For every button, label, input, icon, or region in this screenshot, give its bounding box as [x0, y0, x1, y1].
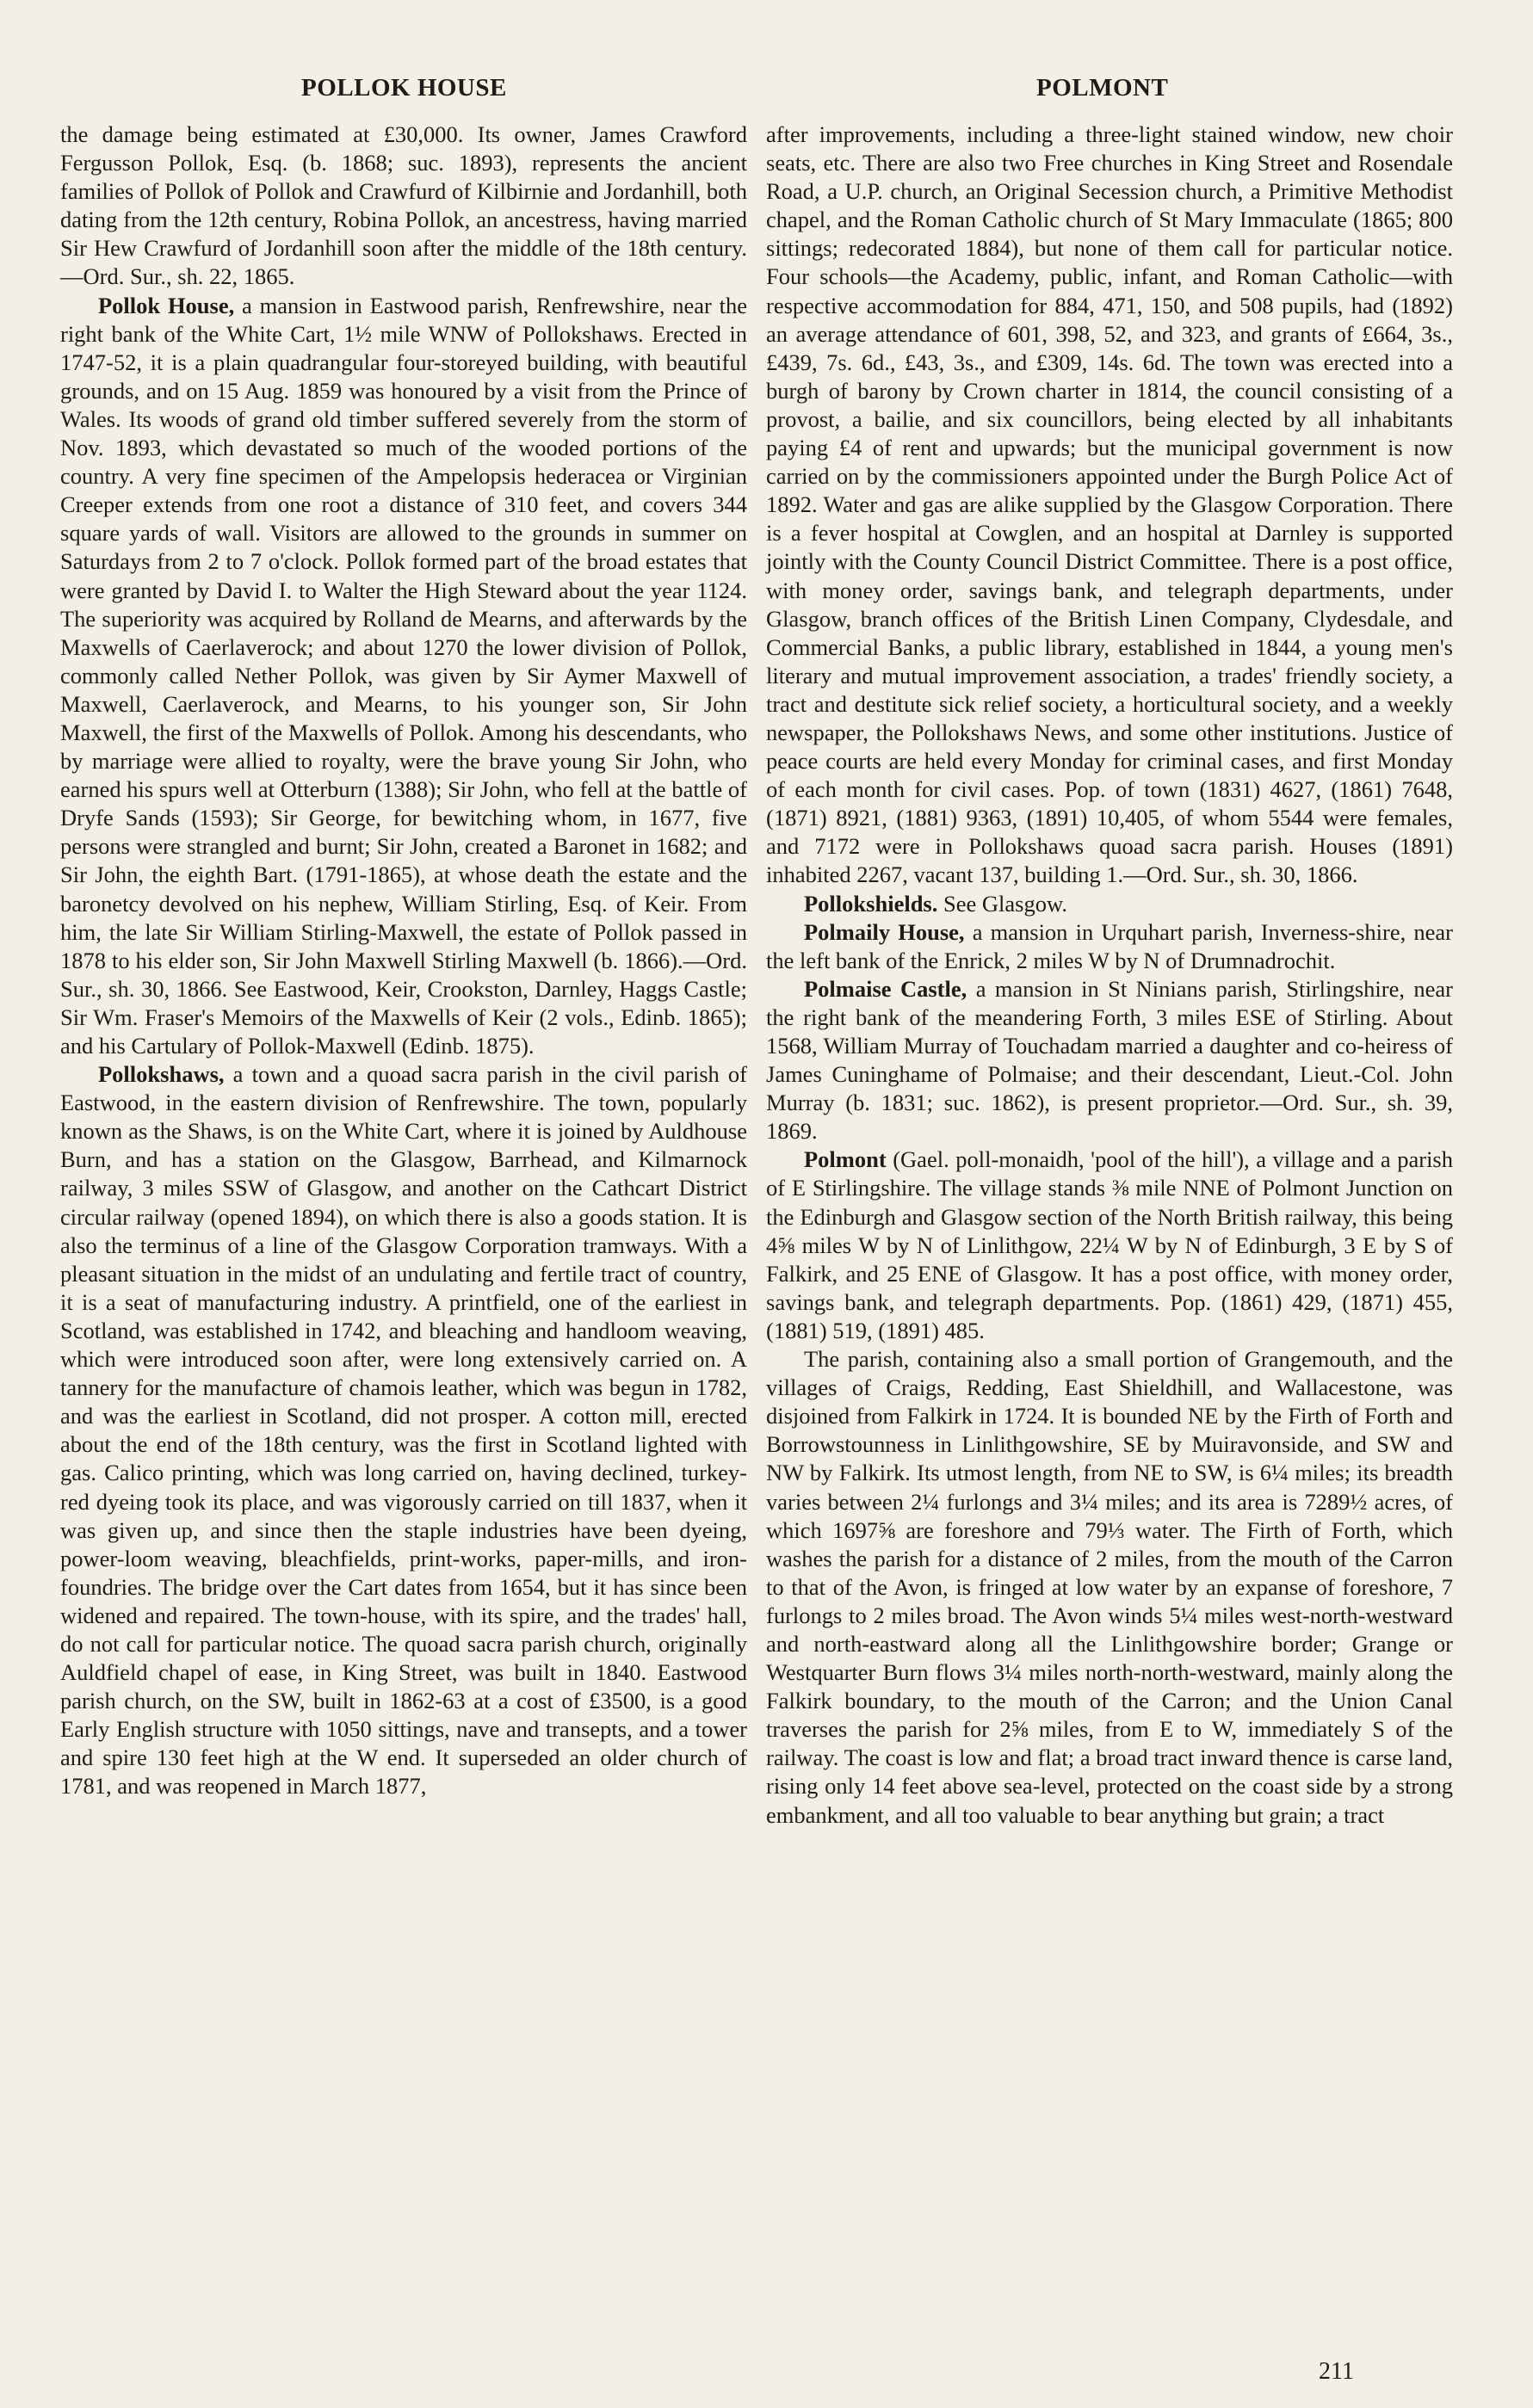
page-number: 211: [1319, 2358, 1354, 2385]
entry-pollokshields: [766, 890, 1453, 918]
entry-headword: Polmont: [804, 1146, 887, 1173]
right-column: [766, 120, 1453, 1830]
entry-pollokshaws: [60, 1060, 747, 1800]
entry-headword: Polmaise Castle,: [804, 975, 967, 1002]
paragraph: [60, 120, 747, 292]
entry-pollok-house: [60, 292, 747, 1061]
entry-polmaise-castle: [766, 975, 1453, 1146]
paragraph-polmont-parish: [766, 1345, 1453, 1830]
entry-headword: Polmaily House,: [804, 918, 965, 945]
entry-text: a mansion in Urquhart parish, Inverness-shire, near the left bank of the Enrick, 2 miles W by N of Drumnadrochit.: [766, 918, 1453, 973]
entry-text: (Gael. poll-monaidh, 'pool of the hill'), a village and a parish of E Stirlingshire. The village stands ⅜ mile NNE of Polmont Junction on the Edinburgh and Glasgow section of the North British railway, this being 4⅝ miles W by N of Linlithgow, 22¼ W by N of Edinburgh, 3 E by S of Falkirk, and 25 ENE of Glasgow. It has a post office, with money order, savings bank, and telegraph departments. Pop. (1861) 429, (1871) 455, (1881) 519, (1891) 485.: [766, 1146, 1453, 1343]
entry-polmaily-house: [766, 918, 1453, 975]
paragraph-text: the damage being estimated at £30,000. Its owner, James Crawford Fergusson Pollok, Esq. (b. 1868; suc. 1893), represents the ancient families of Pollok of Pollok and Crawfurd of Kilbirnie and Jordanhill, both dating from the 12th century, Robina Pollok, an ancestress, having married Sir Hew Crawfurd of Jordanhill soon after the middle of the 18th century.—Ord. Sur., sh. 22, 1865.: [60, 121, 747, 290]
entry-headword: Pollokshields.: [804, 890, 938, 917]
paragraph-text: after improvements, including a three-light stained window, new choir seats, etc. There are also two Free churches in King Street and Rosendale Road, a U.P. church, an Original Secession church, a Primitive Methodist chapel, and the Roman Catholic church of St Mary Immaculate (1865; 800 sittings; redecorated 1884), but none of them call for particular notice. Four schools—the Academy, public, infant, and Roman Catholic—with respective accommodation for 884, 471, 150, and 508 pupils, had (1892) an average attendance of 601, 398, 52, and 323, and grants of £664, 3s., £439, 7s. 6d., £43, 3s., and £309, 14s. 6d. The town was erected into a burgh of barony by Crown charter in 1814, the council consisting of a provost, a bailie, and six councillors, being elected by all inhabitants paying £4 of rent and upwards; but the municipal government is now carried on by the commissioners appointed under the Burgh Police Act of 1892. Water and gas are alike supplied by the Glasgow Corporation. There is a fever hospital at Cowglen, and an hospital at Darnley is supported jointly with the County Council District Committee. There is a post office, with money order, savings bank, and telegraph departments, under Glasgow, branch offices of the British Linen Company, Clydesdale, and Commercial Banks, a public library, established in 1844, a young men's literary and mutual improvement association, a trades' friendly society, a tract and destitute sick relief society, a horticultural society, and a weekly newspaper, the Pollokshaws News, and some other institutions. Justice of peace courts are held every Monday for criminal cases, and first Monday of each month for civil cases. Pop. of town (1831) 4627, (1861) 7648, (1871) 8921, (1881) 9363, (1891) 10,405, of whom 5544 were females, and 7172 were in Pollokshaws quoad sacra parish. Houses (1891) inhabited 2267, vacant 137, building 1.—Ord. Sur., sh. 30, 1866.: [766, 121, 1453, 888]
entry-text: a mansion in Eastwood parish, Renfrewshire, near the right bank of the White Cart, 1½ mile WNW of Pollokshaws. Erected in 1747-52, it is a plain quadrangular four-storeyed building, with beautiful grounds, and on 15 Aug. 1859 was honoured by a visit from the Prince of Wales. Its woods of grand old timber suffered severely from the storm of Nov. 1893, which devastated so much of the wooded portions of the country. A very fine specimen of the Ampelopsis hederacea or Virginian Creeper extends from one root a distance of 310 feet, and covers 344 square yards of wall. Visitors are allowed to the grounds in summer on Saturdays from 2 to 7 o'clock. Pollok formed part of the broad estates that were granted by David I. to Walter the High Steward about the year 1124. The superiority was acquired by Rolland de Mearns, and afterwards by the Maxwells of Caerlaverock; and about 1270 the lower division of Pollok, commonly called Nether Pollok, was given by Sir Aymer Maxwell of Maxwell, Caerlaverock, and Mearns, to his younger son, Sir John Maxwell, the first of the Maxwells of Pollok. Among his descendants, who by marriage were allied to royalty, were the brave young Sir John, who earned his spurs well at Otterburn (1388); Sir John, who fell at the battle of Dryfe Sands (1593); Sir George, for bewitching whom, in 1677, five persons were strangled and burnt; Sir John, created a Baronet in 1682; and Sir John, the eighth Bart. (1791-1865), at whose death the estate and the baronetcy devolved on his nephew, William Stirling, Esq. of Keir. From him, the late Sir William Stirling-Maxwell, the estate of Pollok passed in 1878 to his elder son, Sir John Maxwell Stirling Maxwell (b. 1866).—Ord. Sur., sh. 30, 1866. See Eastwood, Keir, Crookston, Darnley, Haggs Castle; Sir Wm. Fraser's Memoirs of the Maxwells of Keir (2 vols., Edinb. 1865); and his Cartulary of Pollok-Maxwell (Edinb. 1875).: [60, 292, 748, 1059]
entry-text: See Glasgow.: [937, 890, 1068, 917]
left-column: [60, 120, 747, 1801]
entry-text: a town and a quoad sacra parish in the civil parish of Eastwood, in the eastern division of Renfrewshire. The town, popularly known as the Shaws, is on the White Cart, where it is joined by Auldhouse Burn, and has a station on the Glasgow, Barrhead, and Kilmarnock railway, 3 miles SSW of Glasgow, and another on the Cathcart District circular railway (opened 1894), on which there is also a goods station. It is also the terminus of a line of the Glasgow Corporation tramways. With a pleasant situation in the midst of an undulating and fertile tract of country, it is a seat of manufacturing industry. A printfield, one of the earliest in Scotland, was established in 1742, and bleaching and handloom weaving, which were introduced soon after, were long extensively carried on. A tannery for the manufacture of chamois leather, which was begun in 1782, and was the earliest in Scotland, did not prosper. A cotton mill, erected about the end of the 18th century, was the first in Scotland lighted with gas. Calico printing, which was long carried on, having declined, turkey-red dyeing took its place, and was vigorously carried on till 1837, when it was given up, and since then the staple industries have been dyeing, power-loom weaving, bleachfields, print-works, paper-mills, and iron-foundries. The bridge over the Cart dates from 1654, but it has since been widened and repaired. The town-house, with its spire, and the trades' hall, do not call for particular notice. The quoad sacra parish church, originally Auldfield chapel of ease, in King Street, was built in 1840. Eastwood parish church, on the SW, built in 1862-63 at a cost of £3500, is a good Early English structure with 1050 sittings, nave and transepts, and a tower and spire 130 feet high at the W end. It superseded an older church of 1781, and was reopened in March 1877,: [60, 1061, 747, 1800]
entry-headword: Pollok House,: [98, 292, 235, 318]
paragraph-text: The parish, containing also a small portion of Grangemouth, and the villages of Craigs, Redding, East Shieldhill, and Wallacestone, was disjoined from Falkirk in 1724. It is bounded NE by the Firth of Forth and Borrowstounness in Linlithgowshire, SE by Muiravonside, and SW and NW by Falkirk. Its utmost length, from NE to SW, is 6¼ miles; its breadth varies between 2¼ furlongs and 3¼ miles; and its area is 7289½ acres, of which 1697⅝ are foreshore and 79⅓ water. The Firth of Forth, which washes the parish for a distance of 2 miles, from the mouth of the Carron to that of the Avon, is fringed at low water by an expanse of foreshore, 7 furlongs to 2 miles broad. The Avon winds 5¼ miles west-north-westward and north-eastward along all the Linlithgowshire border; Grange or Westquarter Burn flows 3¼ miles north-north-westward, mainly along the Falkirk boundary, to the mouth of the Carron; and the Union Canal traverses the parish for 2⅝ miles, from E to W, immediately S of the railway. The coast is low and flat; a broad tract inward thence is carse land, rising only 14 feet above sea-level, protected on the coast side by a strong embankment, and all too valuable to bear anything but grain; a tract: [766, 1346, 1453, 1828]
running-header-right: POLMONT: [1036, 74, 1169, 102]
entry-headword: Pollokshaws,: [98, 1061, 225, 1088]
entry-polmont: [766, 1145, 1453, 1345]
running-header-left: POLLOK HOUSE: [301, 74, 507, 102]
entry-text: a mansion in St Ninians parish, Stirlingshire, near the right bank of the meandering Forth, 3 miles ESE of Stirling. About 1568, William Murray of Touchadam married a daughter and co-heiress of James Cuninghame of Polmaise; and their descendant, Lieut.-Col. John Murray (b. 1831; suc. 1862), is present proprietor.—Ord. Sur., sh. 39, 1869.: [766, 975, 1453, 1145]
paragraph: [766, 120, 1453, 890]
